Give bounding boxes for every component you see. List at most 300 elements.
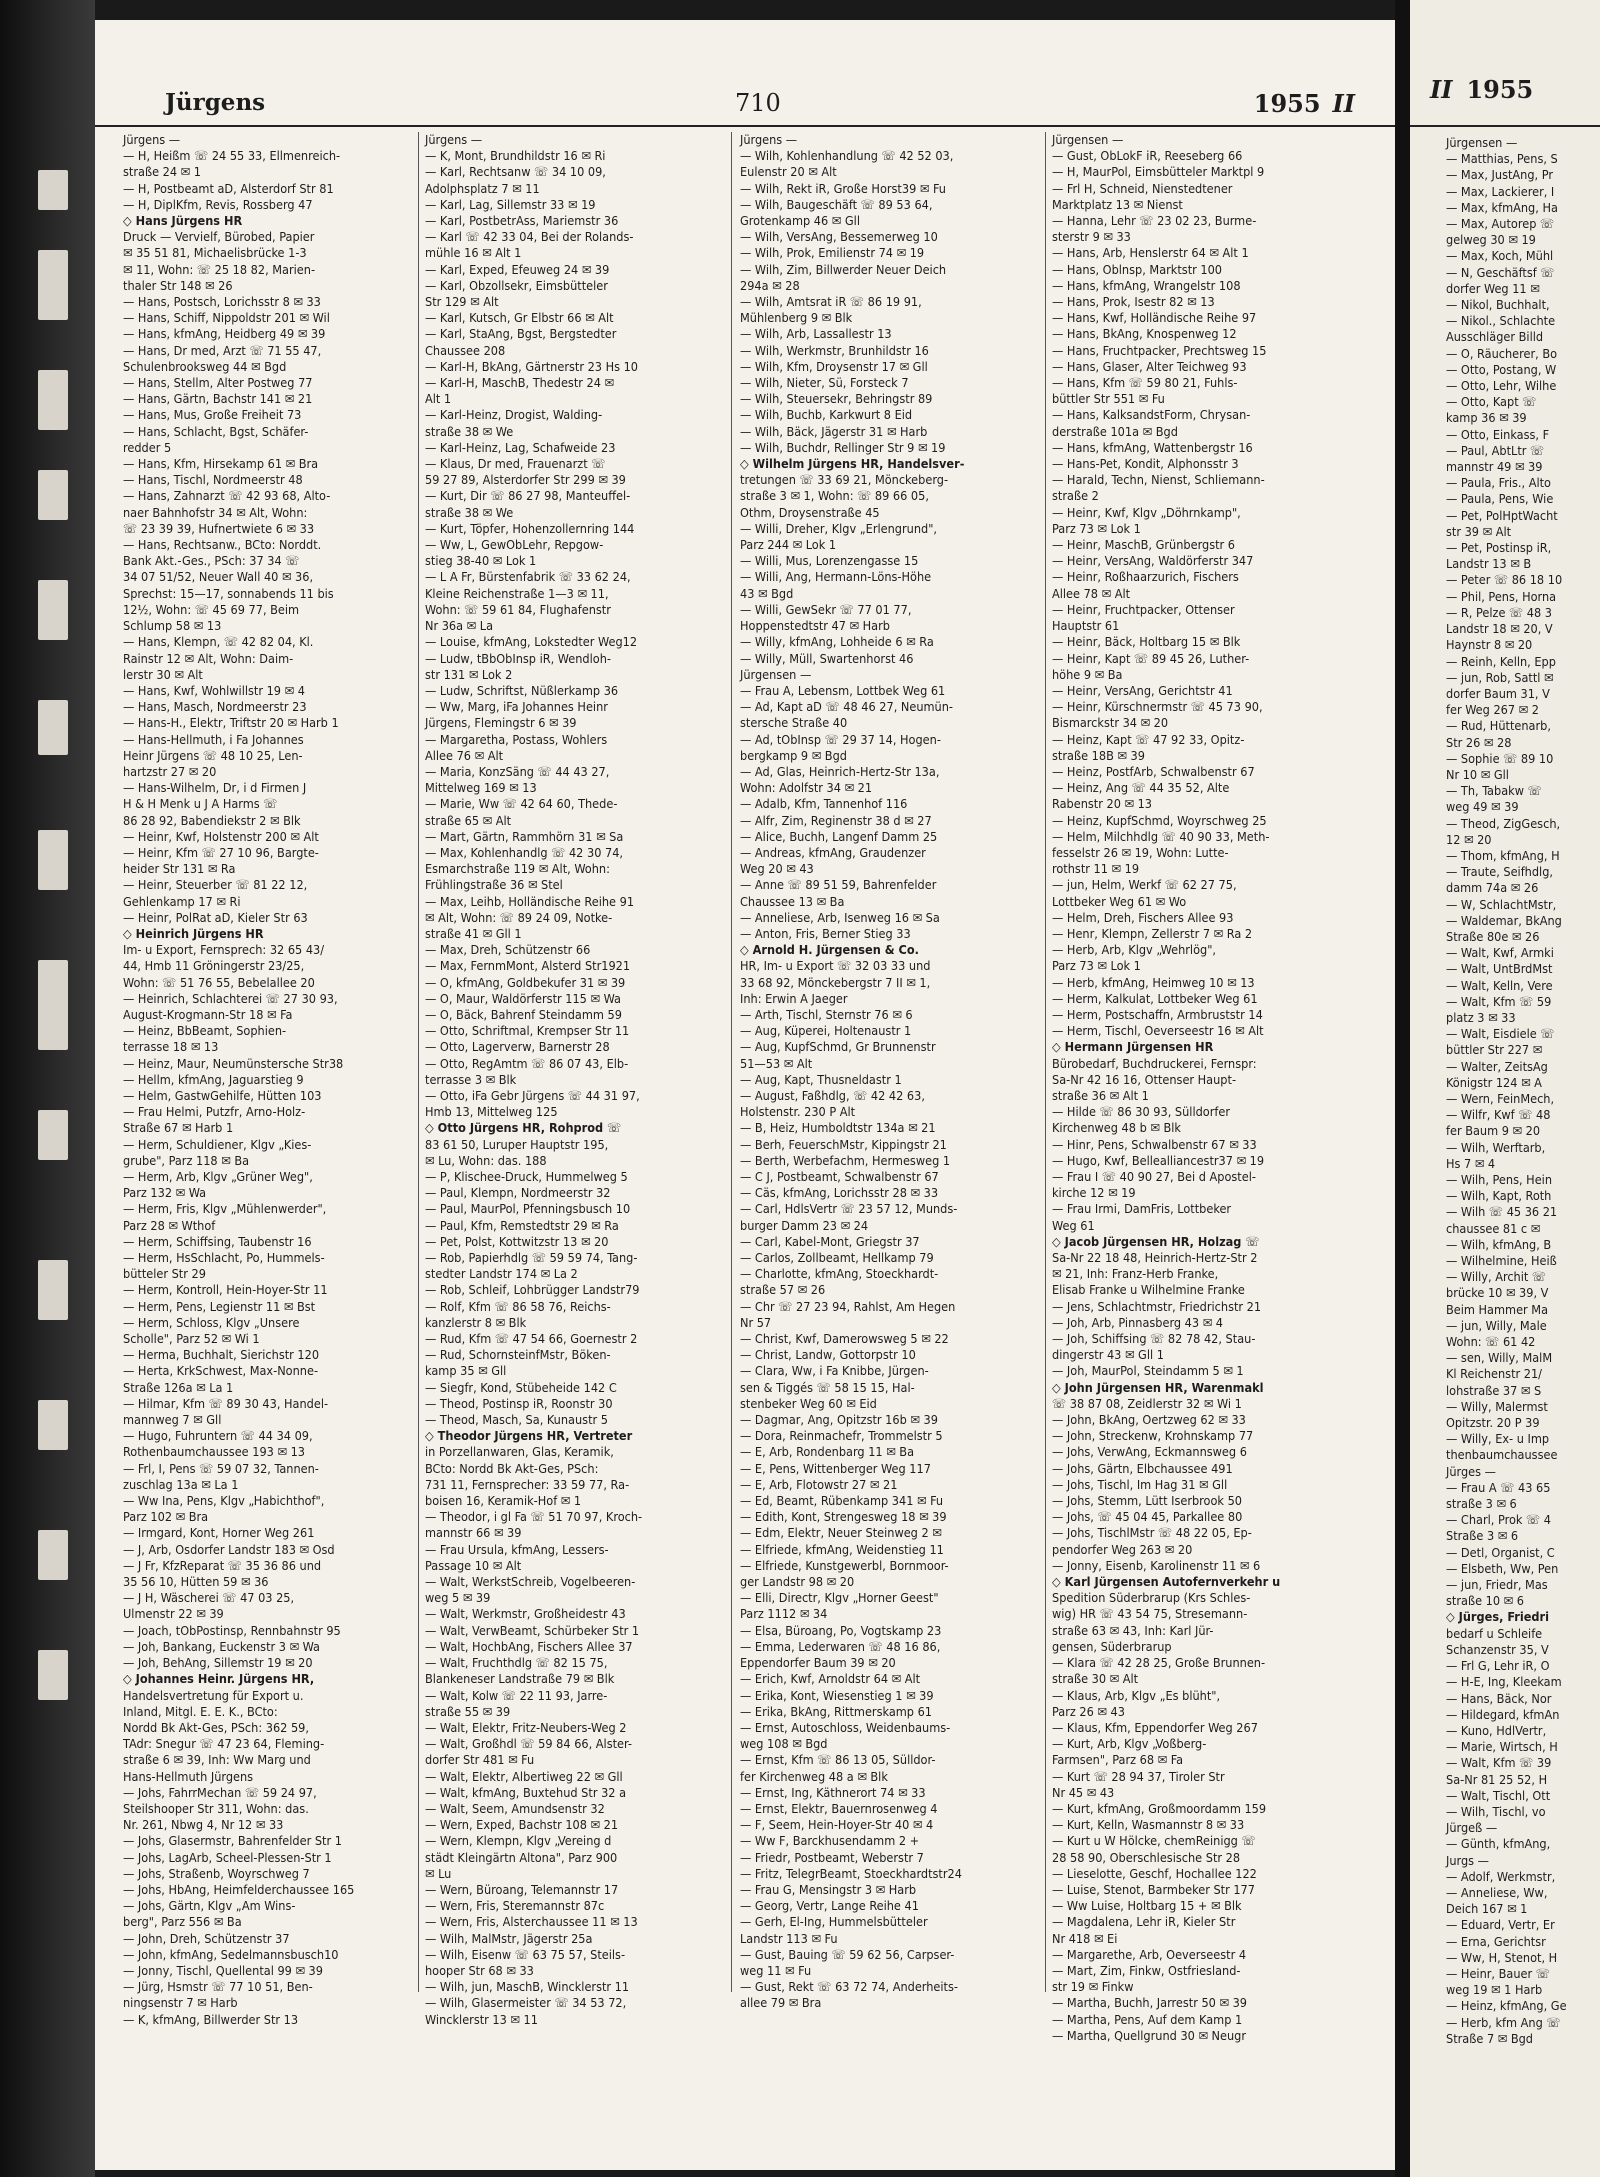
directory-entry: — Rolf, Kfm ☏ 86 58 76, Reichs- [425,1298,611,1314]
directory-entry: straße 24 ✉ 1 [123,164,201,180]
directory-entry: — Martha, Quellgrund 30 ✉ Neugr [1052,2027,1247,2043]
directory-entry: — Martha, Pens, Auf dem Kamp 1 [1052,2011,1243,2027]
directory-entry: — Gust, Bauing ☏ 59 62 56, Carpser- [740,1946,955,1962]
directory-entry: — Wern, Fris, Steremannstr 87c [425,1898,605,1914]
directory-entry: Eulenstr 20 ✉ Alt [740,164,837,180]
directory-entry: — Charl, Prok ☏ 4 [1446,1512,1552,1528]
directory-entry: — Marie, Wirtsch, H [1446,1739,1558,1755]
directory-entry: — Hinr, Pens, Schwalbenstr 67 ✉ 33 [1052,1136,1257,1152]
directory-entry: — Hilde ☏ 86 30 93, Sülldorfer [1052,1104,1230,1120]
directory-entry: ◇ Hans Jürgens HR [123,213,243,229]
directory-entry: — Hans, Oblnsp, Marktstr 100 [1052,261,1223,277]
directory-entry: — Aug, Küperei, Holtenaustr 1 [740,1023,912,1039]
directory-entry: — Georg, Vertr, Lange Reihe 41 [740,1898,919,1914]
directory-entry: — Herm, Kontroll, Hein-Hoyer-Str 11 [123,1282,328,1298]
facing-year: 1955 [1466,75,1534,104]
directory-entry: — Christ, Landw, Gottorpstr 10 [740,1347,916,1363]
directory-entry: — Luise, Stenot, Barmbeker Str 177 [1052,1881,1255,1897]
directory-entry: — John, kfmAng, Sedelmannsbusch10 [123,1946,339,1962]
directory-entry: — Heinr, VersAng, Gerichtstr 41 [1052,682,1233,698]
directory-entry: mannweg 7 ✉ Gll [123,1412,222,1428]
directory-entry: gelweg 30 ✉ 19 [1446,232,1536,248]
directory-entry: Jürgens — [740,132,798,147]
directory-entry: stersche Straße 40 [740,715,848,731]
directory-entry: — Mart, Zim, Finkw, Ostfriesland- [1052,1962,1241,1978]
directory-entry: — Wilh, Werkmstr, Brunhildstr 16 [740,342,929,358]
directory-entry: städt Kleingärtn Altona", Parz 900 [425,1849,618,1865]
directory-entry: Sprechst: 15—17, sonnabends 11 bis [123,585,334,601]
directory-entry: Eppendorfer Baum 39 ✉ 20 [740,1655,896,1671]
directory-entry: Parz 132 ✉ Wa [123,1185,207,1201]
directory-entry: — Willy, Müll, Swartenhorst 46 [740,650,914,666]
directory-entry: — Reinh, Kelln, Epp [1446,653,1556,669]
directory-entry: — Jürg, Hsmstr ☏ 77 10 51, Ben- [123,1979,313,1995]
directory-entry: boisen 16, Keramik-Hof ✉ 1 [425,1493,582,1509]
directory-entry: — Emma, Lederwaren ☏ 48 16 86, [740,1638,941,1654]
directory-entry: damm 74a ✉ 26 [1446,880,1539,896]
directory-entry: Str 26 ✉ 28 [1446,734,1512,750]
directory-entry: — Aug, Kapt, Thusneldastr 1 [740,1071,902,1087]
directory-entry: — Henr, Klempn, Zellerstr 7 ✉ Ra 2 [1052,925,1253,941]
directory-entry: — O, kfmAng, Goldbekufer 31 ✉ 39 [425,974,626,990]
directory-entry: — Wilh, Kohlenhandlung ☏ 42 52 03, [740,148,954,164]
directory-entry: — Cäs, kfmAng, Lorichsstr 28 ✉ 33 [740,1185,939,1201]
directory-entry: — Herm, Pens, Legienstr 11 ✉ Bst [123,1298,316,1314]
volume: II [1332,89,1355,118]
directory-entry: ◇ Johannes Heinr. Jürgens HR, [123,1671,315,1687]
year: 1955 [1253,89,1321,118]
directory-entry: — Ww, Marg, iFa Johannes Heinr [425,699,608,715]
directory-entry: — Heinz, Kapt ☏ 47 92 33, Opitz- [1052,731,1245,747]
directory-entry: ✉ Lu [425,1865,452,1881]
directory-entry: Straße 3 ✉ 6 [1446,1528,1519,1544]
directory-entry: — Edith, Kont, Strengesweg 18 ✉ 39 [740,1509,947,1525]
directory-entry: Wohn: ☏ 61 42 [1446,1334,1536,1350]
directory-entry: — Max, Dreh, Schützenstr 66 [425,942,591,958]
directory-entry: ◇ Hermann Jürgensen HR [1052,1039,1214,1055]
facing-volume: II [1430,75,1453,104]
directory-entry: Blankeneser Landstraße 79 ✉ Blk [425,1671,615,1687]
directory-entry: — Theod, Postinsp iR, Roonstr 30 [425,1395,613,1411]
directory-entry: kamp 35 ✉ Gll [425,1363,507,1379]
directory-entry: brücke 10 ✉ 39, V [1446,1285,1549,1301]
directory-entry: — Anton, Fris, Berner Stieg 33 [740,925,911,941]
directory-entry: — Willy, Archit ☏ [1446,1269,1547,1285]
directory-entry: — Elli, Directr, Klgv „Horner Geest" [740,1590,939,1606]
directory-entry: Jürgens — [425,132,483,147]
directory-entry: — Herm, Schloss, Klgv „Unsere [123,1314,300,1330]
directory-entry: — Walt, UntBrdMst [1446,961,1553,977]
directory-entry: thenbaumchaussee [1446,1447,1558,1463]
directory-entry: — Hans, Prok, Isestr 82 ✉ 13 [1052,294,1215,310]
directory-entry: — Anneliese, Arb, Isenweg 16 ✉ Sa [740,909,940,925]
directory-entry: heider Str 131 ✉ Ra [123,861,236,877]
directory-entry: dingerstr 43 ✉ Gll 1 [1052,1347,1164,1363]
directory-entry: — Gust, Rekt ☏ 63 72 74, Anderheits- [740,1979,958,1995]
directory-entry: dorfer Weg 11 ✉ [1446,280,1540,296]
directory-entry: thaler Str 148 ✉ 26 [123,277,233,293]
directory-entry: — Heinr, Steuerber ☏ 81 22 12, [123,877,308,893]
directory-entry: — Theod, ZigGesch, [1446,815,1561,831]
directory-entry: — Frau Ursula, kfmAng, Lessers- [425,1541,609,1557]
directory-entry: — Max, kfmAng, Ha [1446,199,1558,215]
directory-entry: — Wilh, kfmAng, B [1446,1236,1552,1252]
directory-entry: — Irmgard, Kont, Horner Weg 261 [123,1525,315,1541]
directory-entry: — Max, FernmMont, Alsterd Str1921 [425,958,631,974]
directory-entry: allee 79 ✉ Bra [740,1995,822,2011]
directory-entry: H & H Menk u J A Harms ☏ [123,796,278,812]
directory-entry: — Berh, FeuerschMstr, Kippingstr 21 [740,1136,947,1152]
directory-entry: — Frau A, Lebensm, Lottbek Weg 61 [740,682,946,698]
directory-entry: — Johs, Straßenb, Woyrschweg 7 [123,1865,310,1881]
directory-entry: — Wern, Büroang, Telemannstr 17 [425,1881,619,1897]
directory-entry: Steilshooper Str 311, Wohn: das. [123,1800,309,1816]
directory-entry: — Otto, Postang, W [1446,361,1557,377]
directory-entry: — Max, Autorep ☏ [1446,216,1555,232]
directory-entry: — Fritz, TelegrBeamt, Stoeckhardtstr24 [740,1865,962,1881]
directory-entry: — Otto, Lagerverw, Barnerstr 28 [425,1039,610,1055]
directory-entry: — Marie, Ww ☏ 42 64 60, Thede- [425,796,618,812]
directory-entry: straße 55 ✉ 39 [425,1703,511,1719]
directory-entry: — Pet, Polst, Kottwitzstr 13 ✉ 20 [425,1233,609,1249]
directory-entry: Jürgeß — [1446,1820,1498,1836]
directory-entry: hartzstr 27 ✉ 20 [123,763,217,779]
directory-entry: dorfer Str 481 ✉ Fu [425,1752,535,1768]
directory-entry: Adolphsplatz 7 ✉ 11 [425,180,540,196]
directory-entry: — Hans, kfmAng, Wrangelstr 108 [1052,277,1241,293]
directory-entry: sen & Tiggés ☏ 58 15 15, Hal- [740,1379,915,1395]
directory-entry: — Klaus, Kfm, Eppendorfer Weg 267 [1052,1719,1258,1735]
directory-entry: — B, Heiz, Humboldtstr 134a ✉ 21 [740,1120,936,1136]
spine-mark [38,170,68,210]
directory-entry: — Aug, KupfSchmd, Gr Brunnenstr [740,1039,936,1055]
directory-entry: — Karl ☏ 42 33 04, Bei der Rolands- [425,229,634,245]
directory-entry: — Christ, Kwf, Damerowsweg 5 ✉ 22 [740,1331,949,1347]
directory-entry: — Thom, kfmAng, H [1446,847,1560,863]
directory-entry: — Heinz, PostfArb, Schwalbenstr 67 [1052,763,1255,779]
directory-entry: — Herm, Fris, Klgv „Mühlenwerder", [123,1201,327,1217]
directory-entry: — W, SchlachtMstr, [1446,896,1557,912]
directory-entry: — Klaus, Arb, Klgv „Es blüht", [1052,1687,1221,1703]
directory-entry: Straße 80e ✉ 26 [1446,928,1540,944]
directory-entry: fer Weg 267 ✉ 2 [1446,702,1539,718]
directory-entry: — Hans, kfmAng, Wattenbergstr 16 [1052,439,1253,455]
directory-entry: Marktplatz 13 ✉ Nienst [1052,196,1183,212]
directory-entry: lohstraße 37 ✉ S [1446,1382,1542,1398]
directory-entry: — Wilh ☏ 45 36 21 [1446,1204,1558,1220]
directory-entry: — Wilh, Prok, Emilienstr 74 ✉ 19 [740,245,925,261]
directory-entry: Jürgensen — [1052,132,1124,147]
directory-entry: — Heinr, MaschB, Grünbergstr 6 [1052,537,1236,553]
directory-entry: — P, Klischee-Druck, Hummelweg 5 [425,1169,628,1184]
directory-entry: — Joach, tObPostinsp, Rennbahnstr 95 [123,1622,341,1638]
directory-entry: Ausschläger Billd [1446,329,1544,345]
column-divider [731,132,732,1992]
directory-entry: — Herm, Kalkulat, Lottbeker Weg 61 [1052,990,1258,1006]
directory-entry: — Ad, Kapt aD ☏ 48 46 27, Neumün- [740,699,954,715]
directory-entry: — H, Heißm ☏ 24 55 33, Ellmenreich- [123,148,341,164]
spine-mark [38,1110,68,1160]
directory-entry: Frühlingstraße 36 ✉ Stel [425,877,563,893]
directory-entry: — Mart, Gärtn, Rammhörn 31 ✉ Sa [425,828,624,844]
directory-entry: Passage 10 ✉ Alt [425,1557,522,1573]
directory-entry: — Walt, Großhdl ☏ 59 84 66, Alster- [425,1736,632,1752]
directory-entry: Spedition Süderbrarup (Krs Schles- [1052,1590,1251,1606]
directory-entry: — Wern, Exped, Bachstr 108 ✉ 21 [425,1817,619,1833]
directory-entry: Parz 102 ✉ Bra [123,1509,209,1525]
directory-entry: — Walt, Kfm ☏ 39 [1446,1755,1552,1771]
directory-entry: — Hans, Mus, Große Freiheit 73 [123,407,302,423]
directory-entry: 12 ✉ 20 [1446,831,1492,847]
directory-entry: — J H, Wäscherei ☏ 47 03 25, [123,1590,295,1606]
directory-entry: 12½, Wohn: ☏ 45 69 77, Beim [123,601,300,617]
directory-entry: — Matthias, Pens, S [1446,151,1558,167]
directory-entry: — Herm, Schiffsing, Taubenstr 16 [123,1233,312,1249]
directory-entry: — Alfr, Zim, Reginenstr 38 d ✉ 27 [740,812,932,828]
directory-entry: derstraße 101a ✉ Bgd [1052,423,1178,439]
directory-entry: — Kurt ☏ 28 94 37, Tiroler Str [1052,1768,1225,1784]
directory-entry: — Adalb, Kfm, Tannenhof 116 [740,796,908,812]
directory-entry: — Wilh, Pens, Hein [1446,1172,1552,1187]
directory-entry: — Kurt, kfmAng, Großmoordamm 159 [1052,1800,1267,1816]
directory-entry: — Jonny, Tischl, Quellental 99 ✉ 39 [123,1962,323,1978]
directory-entry: — Hans, Glaser, Alter Teichweg 93 [1052,358,1247,374]
directory-entry: Straße 7 ✉ Bgd [1446,2030,1534,2046]
directory-entry: 35 56 10, Hütten 59 ✉ 36 [123,1574,269,1590]
directory-entry: — Heinz, Ang ☏ 44 35 52, Alte [1052,780,1230,796]
directory-entry: — H, MaurPol, Eimsbütteler Marktpl 9 [1052,164,1265,180]
directory-entry: ☏ 23 39 39, Hufnertwiete 6 ✉ 33 [123,520,315,536]
directory-entry: — Magdalena, Lehr iR, Kieler Str [1052,1914,1236,1930]
directory-entry: — Jonny, Eisenb, Karolinenstr 11 ✉ 6 [1052,1557,1261,1573]
directory-column-2 [425,132,725,2027]
directory-entry: — Helm, Milchhdlg ☏ 40 90 33, Meth- [1052,828,1270,844]
directory-entry: Bank Akt.-Ges., PSch: 37 34 ☏ [123,553,300,569]
directory-entry: ✉ 35 51 81, Michaelisbrücke 1-3 [123,245,307,261]
spine-mark [38,830,68,890]
directory-entry: — Wilh, Werftarb, [1446,1139,1546,1155]
directory-entry: — Elfriede, Kunstgewerbl, Bornmoor- [740,1557,949,1573]
directory-entry: — John, BkAng, Oertzweg 62 ✉ 33 [1052,1412,1246,1428]
directory-entry: zuschlag 13a ✉ La 1 [123,1476,239,1492]
directory-entry: — Joh, Bankang, Euckenstr 3 ✉ Wa [123,1638,320,1654]
directory-entry: — Heinz, Maur, Neumünstersche Str38 [123,1055,344,1071]
directory-entry: — sen, Willy, MalM [1446,1350,1553,1366]
directory-entry: — K, kfmAng, Billwerder Str 13 [123,2011,299,2027]
directory-entry: — Wilh, Rekt iR, Große Horst39 ✉ Fu [740,180,946,196]
directory-entry: ◇ Jacob Jürgensen HR, Holzag ☏ [1052,1233,1260,1249]
directory-entry: Straße 67 ✉ Harb 1 [123,1120,234,1136]
directory-entry: bütteler Str 29 [123,1266,206,1282]
directory-entry: — Walt, HochbAng, Fischers Allee 37 [425,1638,633,1654]
directory-entry: — Edm, Elektr, Neuer Steinweg 2 ✉ [740,1525,942,1541]
directory-entry: — Willi, Dreher, Klgv „Erlengrund", [740,520,937,536]
directory-entry: — Phil, Pens, Horna [1446,588,1557,604]
directory-entry: ◇ Jürges, Friedri [1446,1609,1549,1625]
directory-entry: — Hans, Arb, Henslerstr 64 ✉ Alt 1 [1052,245,1249,261]
directory-entry: — Hans, Rechtsanw., BCto: Norddt. [123,537,322,553]
directory-entry: — Hans, Schiff, Nippoldstr 201 ✉ Wil [123,310,330,326]
directory-entry: straße 63 ✉ 43, Inh: Karl Jür- [1052,1622,1214,1638]
directory-entry: — Margaretha, Postass, Wohlers [425,731,608,747]
directory-entry: — Wilh, Steuersekr, Behringstr 89 [740,391,933,407]
directory-entry: Hoppenstedtstr 47 ✉ Harb [740,618,890,634]
directory-entry: 731 11, Fernsprecher: 33 59 77, Ra- [425,1476,630,1492]
directory-entry: Jürgensen — [1446,135,1518,150]
directory-entry: Wohn: Adolfstr 34 ✉ 21 [740,780,873,796]
directory-entry: — Johs, Stemm, Lütt Iserbrook 50 [1052,1493,1242,1509]
directory-entry: — Carl, HdlsVertr ☏ 23 57 12, Munds- [740,1201,958,1217]
directory-entry: — Traute, Seifhdlg, [1446,864,1554,880]
directory-entry: fer Kirchenweg 48 a ✉ Blk [740,1768,888,1784]
directory-entry: straße 10 ✉ 6 [1446,1593,1524,1609]
directory-entry: — Walt, Elektr, Fritz-Neubers-Weg 2 [425,1719,627,1735]
directory-entry: — O, Räucherer, Bo [1446,345,1558,361]
directory-entry: berg", Parz 556 ✉ Ba [123,1914,242,1930]
directory-entry: BCto: Nordd Bk Akt-Ges, PSch: [425,1460,599,1476]
directory-entry: — J, Arb, Osdorfer Landstr 183 ✉ Osd [123,1541,335,1557]
directory-entry: wig) HR ☏ 43 54 75, Stresemann- [1052,1606,1248,1622]
directory-entry: Beim Hammer Ma [1446,1301,1549,1317]
directory-entry: — Herta, KrkSchwest, Max-Nonne- [123,1363,319,1379]
directory-entry: — Hans, Masch, Nordmeerstr 23 [123,699,307,715]
directory-entry: — Hans, Dr med, Arzt ☏ 71 55 47, [123,342,322,358]
directory-entry: straße 65 ✉ Alt [425,812,512,828]
directory-entry: — Ludw, tBbObInsp iR, Wendloh- [425,650,611,666]
directory-entry: Deich 167 ✉ 1 [1446,1901,1528,1917]
directory-entry: — Wilh, Nieter, Sü, Forsteck 7 [740,375,909,391]
directory-entry: — Joh, Arb, Pinnasberg 43 ✉ 4 [1052,1314,1223,1330]
directory-entry: bedarf u Schleife [1446,1625,1543,1641]
spine-mark [38,700,68,755]
directory-entry: — Hildegard, kfmAn [1446,1706,1560,1722]
facing-directory-column [1446,135,1600,2135]
directory-entry: str 19 ✉ Finkw [1052,1979,1134,1995]
directory-entry: — E, Arb, Flotowstr 27 ✉ 21 [740,1476,898,1492]
directory-entry: — Erika, Kont, Wiesenstieg 1 ✉ 39 [740,1687,934,1703]
directory-entry: — John, Dreh, Schützenstr 37 [123,1930,290,1946]
directory-entry: — Kurt, Kelln, Wasmannstr 8 ✉ 33 [1052,1817,1245,1833]
directory-entry: — Hans, Kfm, Hirsekamp 61 ✉ Bra [123,456,319,472]
directory-entry: — Hans, Kwf, Wohlwillstr 19 ✉ 4 [123,682,305,698]
directory-entry: ◇ Wilhelm Jürgens HR, Handelsver- [740,456,965,472]
directory-entry: terrasse 18 ✉ 13 [123,1039,219,1055]
directory-entry: — Paula, Fris., Alto [1446,475,1551,491]
directory-entry: — Rob, Papierhdlg ☏ 59 59 74, Tang- [425,1250,638,1266]
directory-entry: — Rud, Hüttenarb, [1446,718,1551,734]
directory-entry: — Theod, Masch, Sa, Kunaustr 5 [425,1412,608,1428]
directory-entry: — Charlotte, kfmAng, Stoeckhardt- [740,1266,939,1282]
directory-entry: — Max, Lackierer, I [1446,183,1555,199]
directory-entry: straße 38 ✉ We [425,504,514,520]
directory-entry: — Peter ☏ 86 18 10 [1446,572,1563,588]
directory-entry: terrasse 3 ✉ Blk [425,1071,517,1087]
directory-entry: — Günth, kfmAng, [1446,1836,1551,1852]
directory-entry: 34 07 51/52, Neuer Wall 40 ✉ 36, [123,569,314,585]
directory-entry: — Herb, kfmAng, Heimweg 10 ✉ 13 [1052,974,1255,990]
directory-entry: — jun, Helm, Werkf ☏ 62 27 75, [1052,877,1237,893]
directory-entry: Parz 26 ✉ 43 [1052,1703,1125,1719]
directory-entry: pendorfer Weg 263 ✉ 20 [1052,1541,1193,1557]
directory-entry: straße 36 ✉ Alt 1 [1052,1087,1149,1103]
spine-mark [38,960,68,1050]
directory-entry: 86 28 92, Babendiekstr 2 ✉ Blk [123,812,301,828]
directory-entry: — Helm, GastwGehilfe, Hütten 103 [123,1087,322,1103]
directory-entry: — Wern, FeinMech, [1446,1090,1555,1106]
directory-entry: — jun, Rob, Sattl ✉ [1446,669,1554,685]
directory-entry: bergkamp 9 ✉ Bgd [740,747,847,763]
directory-entry: — Frl H, Schneid, Nienstedtener [1052,180,1233,196]
directory-entry: Nr. 261, Nbwg 4, Nr 12 ✉ 33 [123,1817,284,1833]
directory-entry: — Ww, L, GewObLehr, Repgow- [425,537,604,553]
directory-entry: — Rud, SchornsteinfMstr, Böken- [425,1347,611,1363]
directory-entry: — Karl, Rechtsanw ☏ 34 10 09, [425,164,606,180]
directory-entry: — Kurt, Dir ☏ 86 27 98, Manteuffel- [425,488,631,504]
directory-entry: weg 11 ✉ Fu [740,1962,812,1978]
directory-entry: Nr 36a ✉ La [425,618,494,634]
directory-entry: — Hans-Hellmuth, i Fa Johannes [123,731,304,747]
directory-entry: ✉ Alt, Wohn: ☏ 89 24 09, Notke- [425,909,613,925]
directory-entry: ◇ Arnold H. Jürgensen & Co. [740,942,919,958]
directory-entry: — Frau G, Mensingstr 3 ✉ Harb [740,1881,917,1897]
directory-entry: Heinr Jürgens ☏ 48 10 25, Len- [123,747,303,763]
directory-entry: HR, Im- u Export ☏ 32 03 33 und [740,958,931,974]
spine-mark [38,1260,68,1320]
directory-entry: — Wilh, Arb, Lassallestr 13 [740,326,892,342]
directory-entry: Handelsvertretung für Export u. [123,1687,304,1703]
directory-entry: Sa-Nr 81 25 52, H [1446,1771,1548,1787]
directory-entry: fesselstr 26 ✉ 19, Wohn: Lutte- [1052,844,1229,860]
directory-entry: redder 5 [123,439,172,455]
directory-entry: — Walt, WerkstSchreib, Vogelbeeren- [425,1574,636,1590]
directory-entry: — Helm, Dreh, Fischers Allee 93 [1052,909,1234,925]
directory-entry: — Walt, Eisdiele ☏ [1446,1026,1555,1042]
directory-entry: — Ww Luise, Holtbarg 15 + ✉ Blk [1052,1898,1242,1914]
directory-entry: — Heinr, Kfm ☏ 27 10 96, Bargte- [123,844,319,860]
directory-entry: — Hans-Pet, Kondit, Alphonsstr 3 [1052,456,1239,472]
directory-entry: mannstr 66 ✉ 39 [425,1525,522,1541]
directory-entry: sterstr 9 ✉ 33 [1052,229,1131,245]
directory-entry: Parz 73 ✉ Lok 1 [1052,958,1141,974]
directory-entry: — Elsa, Büroang, Po, Vogtskamp 23 [740,1622,942,1638]
directory-entry: — Ad, tObInsp ☏ 29 37 14, Hogen- [740,731,941,747]
directory-entry: — Karl, Lag, Sillemstr 33 ✉ 19 [425,196,596,212]
directory-entry: — Heinr, Bauer ☏ [1446,1965,1550,1981]
directory-entry: grube", Parz 118 ✉ Ba [123,1152,250,1168]
directory-entry: — O, Bäck, Bahrenf Steindamm 59 [425,1006,622,1022]
directory-entry: — Hans, BkAng, Knospenweg 12 [1052,326,1237,342]
directory-entry: — Friedr, Postbeamt, Weberstr 7 [740,1849,924,1865]
directory-entry: Bismarckstr 34 ✉ 20 [1052,715,1169,731]
directory-entry: — Johs, Glasermstr, Bahrenfelder Str 1 [123,1833,342,1849]
directory-entry: Landstr 13 ✉ B [1446,556,1532,572]
directory-entry: Ulmenstr 22 ✉ 39 [123,1606,224,1622]
directory-entry: — Frau Irmi, DamFris, Lottbeker [1052,1201,1232,1217]
directory-entry: — Frau Helmi, Putzfr, Arno-Holz- [123,1104,306,1120]
directory-entry: — Willi, Ang, Hermann-Löns-Höhe [740,569,932,585]
directory-entry: chaussee 81 c ✉ [1446,1220,1541,1236]
directory-entry: Gehlenkamp 17 ✉ Ri [123,893,241,909]
directory-entry: — Karl, StaAng, Bgst, Bergstedter [425,326,617,342]
directory-entry: — Carlos, Zollbeamt, Hellkamp 79 [740,1250,934,1266]
directory-entry: — Carl, Kabel-Mont, Griegstr 37 [740,1233,920,1249]
directory-entry: — Hanna, Lehr ☏ 23 02 23, Burme- [1052,213,1257,229]
directory-entry: — Erich, Kwf, Arnoldstr 64 ✉ Alt [740,1671,921,1687]
directory-entry: — Ernst, Autoschloss, Weidenbaums- [740,1719,951,1735]
directory-entry: hooper Str 68 ✉ 33 [425,1962,534,1978]
directory-entry: — R, Pelze ☏ 48 3 [1446,604,1553,620]
directory-entry: — Karl-Heinz, Drogist, Walding- [425,407,603,423]
